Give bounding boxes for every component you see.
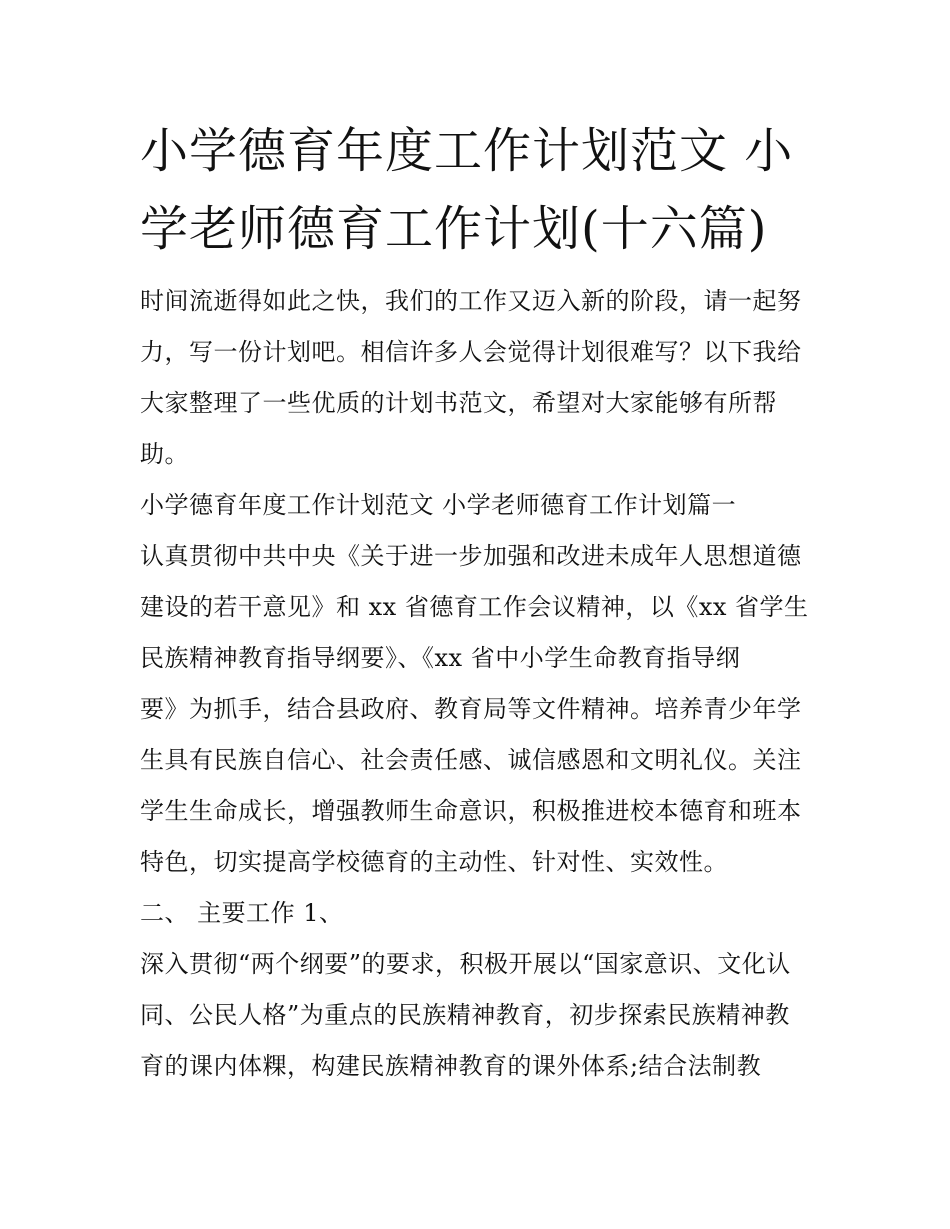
subheading: 二、 主要工作 1、 [140,899,344,927]
paragraph-2-line-2: 同、公民人格”为重点的民族精神教育，初步探索民族精神教 [140,1001,790,1029]
paragraph-1-line-7: 特色，切实提高学校德育的主动性、针对性、实效性。 [140,848,728,876]
document-title [140,112,820,268]
paragraph-2 [140,939,820,1092]
intro-line-2: 力，写一份计划吧。相信许多人会觉得计划很难写？以下我给 [140,338,802,366]
intro-paragraph [140,276,820,480]
paragraph-1 [140,531,820,888]
section-heading: 小学德育年度工作计划范文 小学老师德育工作计划篇一 [140,491,737,519]
paragraph-1-line-3: 民族精神教育指导纲要》、《xx 省中小学生命教育指导纲 [140,644,741,672]
paragraph-1-line-1: 认真贯彻中共中央《关于进一步加强和改进未成年人思想道德 [140,542,802,570]
intro-line-3: 大家整理了一些优质的计划书范文，希望对大家能够有所帮 [140,389,777,417]
paragraph-1-line-5: 生具有民族自信心、社会责任感、诚信感恩和文明礼仪。关注 [140,746,802,774]
paragraph-1-line-4: 要》为抓手，结合县政府、教育局等文件精神。培养青少年学 [140,695,802,723]
intro-line-1: 时间流逝得如此之快，我们的工作又迈入新的阶段，请一起努 [140,287,802,315]
paragraph-2-line-3: 育的课内体粿，构建民族精神教育的课外体系;结合法制教 [140,1052,762,1080]
title-line-2: 学老师德育工作计划(十六篇) [140,201,768,257]
intro-line-4: 助。 [140,440,189,468]
paragraph-1-line-2: 建设的若干意见》和 xx 省德育工作会议精神，以《xx 省学生 [140,593,809,621]
document-body [140,276,820,1092]
paragraph-1-line-6: 学生生命成长，增强教师生命意识，积极推进校本德育和班本 [140,797,802,825]
title-line-1: 小学德育年度工作计划范文 小 [140,123,794,179]
paragraph-2-line-1: 深入贯彻“两个纲要”的要求，积极开展以“国家意识、文化认 [140,950,791,978]
